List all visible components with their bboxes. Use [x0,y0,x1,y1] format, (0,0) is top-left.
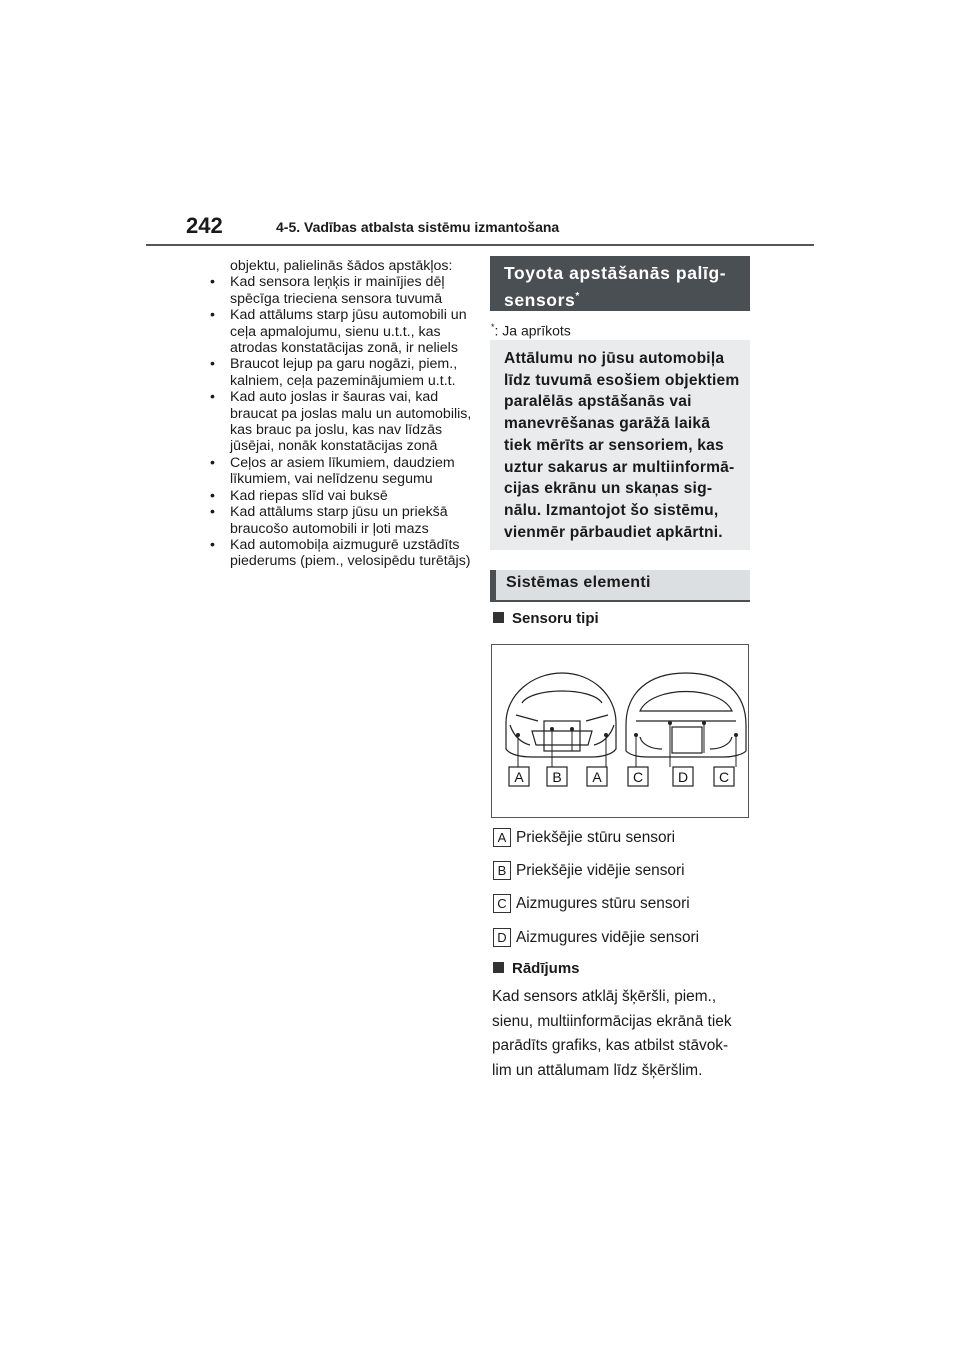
left-column [208,258,478,570]
list-item: • Ceļos ar asiem līkumiem, daudziem līkumiem, vai nelīdzenu segumu [208,455,478,488]
legend-item-a [493,828,675,850]
components-heading: Sistēmas elementi [490,570,750,602]
figure-label: A [514,769,524,785]
figure-label: D [677,769,689,785]
car-illustration [492,645,748,817]
intro-line: uztur sakarus ar multiinformā- [504,458,735,476]
section-title: 4-5. Vadības atbalsta sistēmu izmantošana [276,219,560,235]
figure-label: C [632,769,644,785]
lead-text: objektu, palielinās šādos apstākļos: [230,258,453,274]
conditions-list [208,274,478,569]
intro-line: nālu. Izmantojot šo sistēmu, [504,501,719,519]
sensor-types-heading-text: Sensoru tipi [512,610,599,627]
square-bullet-icon [493,962,504,973]
intro-line: paralēlās apstāšanās vai [504,393,692,411]
list-item: • Kad automobiļa aizmugurē uzstādīts piederums (piem., velosipēdu turētājs) [208,537,478,570]
legend-text: Priekšējie vidējie sensori [516,862,685,879]
legend-letter: D [493,928,511,947]
paragraph-line: parādīts grafiks, kas atbilst stāvok- [492,1037,729,1054]
feature-title-line-1: Toyota apstāšanās palīg- [504,263,727,283]
intro-line: Attālumu no jūsu automobiļa [504,350,725,367]
paragraph-line: sienu, multiinformācijas ekrānā tiek [492,1012,732,1030]
footnote-asterisk: * [491,322,495,332]
paragraph-line: lim un attālumam līdz šķēršlim. [492,1061,703,1079]
legend-item-b [493,861,685,883]
list-item: • Braucot lejup pa garu nogāzi, piem., kalniem, ceļa pazeminājumiem u.t.t. [208,356,478,389]
legend-letter: A [493,828,511,847]
legend-letter: B [493,861,511,880]
figure-label: C [718,769,730,785]
header-divider [146,244,814,246]
page-number: 242 [186,213,223,238]
intro-line: tiek mērīts ar sensoriem, kas [504,436,724,454]
legend-text: Priekšējie stūru sensori [516,829,676,846]
footnote [491,322,571,339]
figure-label: A [592,769,602,785]
legend-text: Aizmugures stūru sensori [516,895,690,912]
legend-item-d [493,928,699,950]
list-item: • Kad attālums starp jūsu un priekšā braucošo automobili ir ļoti mazs [208,504,478,537]
feature-title-box [490,256,750,311]
square-bullet-icon [493,612,504,623]
display-heading [493,960,580,977]
figure-label: B [552,769,562,785]
sensor-types-heading [493,610,599,627]
intro-line: līdz tuvumā esošiem objektiem [504,371,740,389]
paragraph-line: Kad sensors atklāj šķēršli, piem., [492,988,717,1005]
legend-item-c [493,894,690,916]
list-item: • Kad attālums starp jūsu automobili un ceļa apmalojumu, sienu u.t.t., kas atrodas konstatācijas zonā, ir neliels [208,307,478,356]
list-item: • Kad auto joslas ir šauras vai, kad braucat pa joslas malu un automobilis, kas brauc pa joslu, kas nav līdzās jūsējai, nonāk konstatācijas zonā [208,389,478,455]
intro-box [490,340,750,550]
display-heading-text: Rādījums [512,960,580,977]
display-paragraph [492,985,750,1083]
sensor-diagram [491,644,749,818]
feature-title-asterisk: * [575,291,580,302]
list-item: • Kad riepas slīd vai buksē [208,488,478,504]
intro-line: vienmēr pārbaudiet apkārtni. [504,523,723,541]
legend-letter: C [493,894,511,913]
intro-line: cijas ekrānu un skaņas sig- [504,480,713,498]
feature-title-line-2: sensors [504,289,576,310]
list-item: • Kad sensora leņķis ir mainījies dēļ spēcīga trieciena sensora tuvumā [208,274,478,307]
footnote-text: : Ja aprīkots [494,322,571,339]
intro-line: manevrēšanas garāžā laikā [504,415,711,433]
legend-text: Aizmugures vidējie sensori [516,929,700,946]
